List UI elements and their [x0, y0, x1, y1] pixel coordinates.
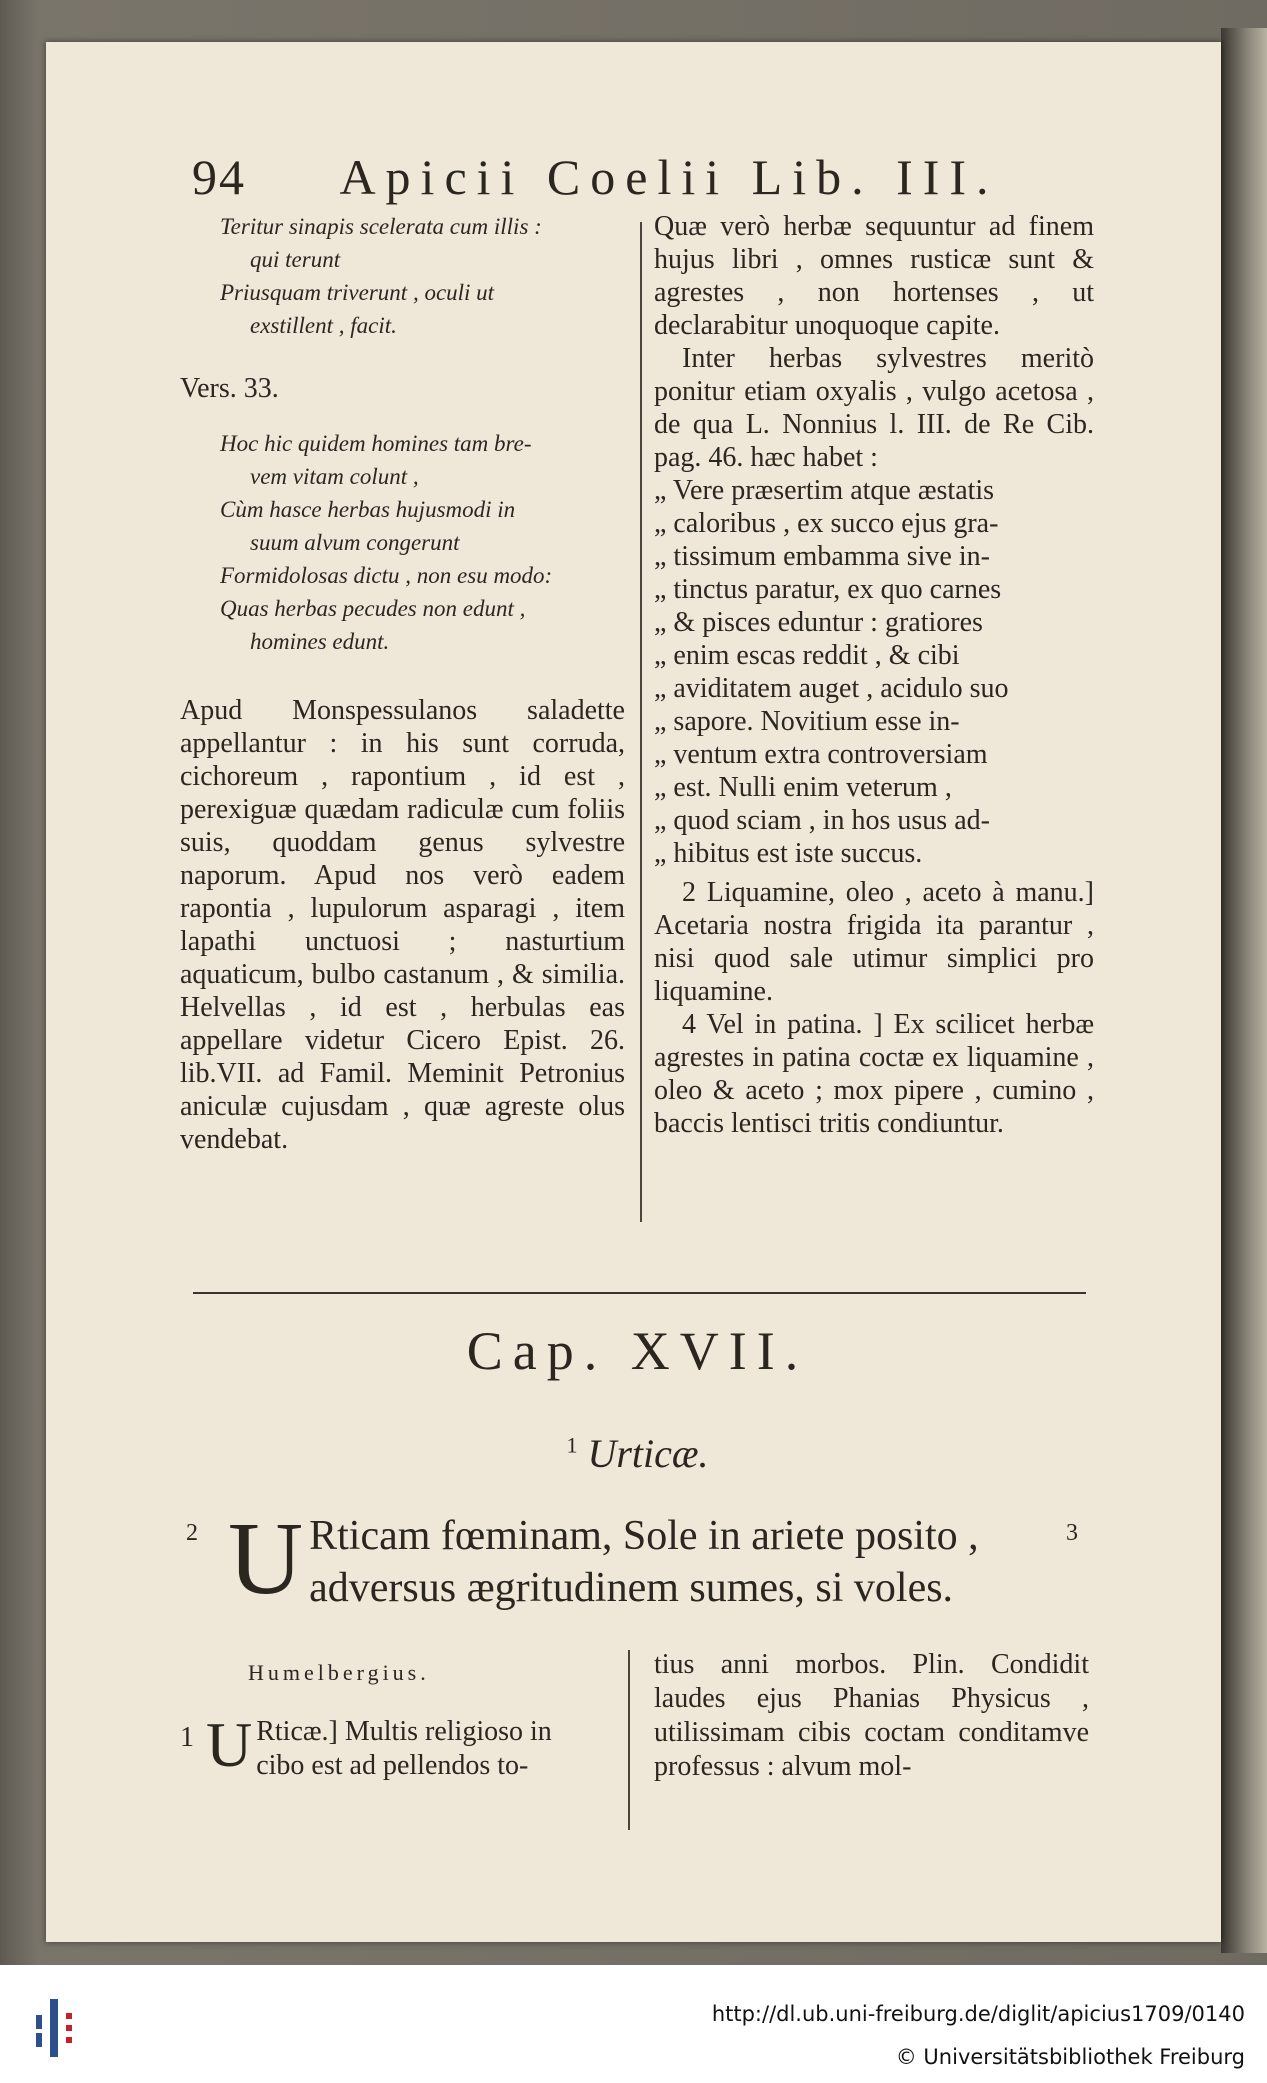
quote-line: „ tissimum embamma sive in-: [654, 541, 990, 572]
chapter-subtitle: [190, 1430, 1085, 1477]
commentary-line: Rticæ.] Multis religioso in: [256, 1716, 552, 1747]
chapter-line: adversus ægritudinem sumes, si voles.: [309, 1565, 954, 1611]
verse-middle: [180, 427, 625, 658]
column-divider: [640, 222, 642, 1222]
right-note-2: 2 Liquamine, oleo , aceto à manu.] Acetaria nostra frigida ita parantur , nisi quod sale utimur simplici pro liquamine.: [654, 877, 1094, 1007]
next-page-edge: [1221, 28, 1267, 1953]
quote-line: „ caloribus , ex succo ejus gra-: [654, 508, 999, 539]
quote-line: „ Vere præsertim atque æstatis: [654, 475, 995, 506]
permalink[interactable]: http://dl.ub.uni-freiburg.de/diglit/apicius1709/0140: [711, 2002, 1245, 2026]
quote-line: „ sapore. Novitium esse in-: [654, 706, 960, 737]
drop-cap: U: [228, 1501, 304, 1616]
margin-number-left: 2: [186, 1520, 198, 1546]
quote-line: „ aviditatem auget , acidulo suo: [654, 673, 1009, 704]
verse-line: Hoc hic quidem homines tam bre-: [220, 431, 532, 456]
vers-label: Vers. 33.: [180, 373, 279, 404]
right-para-1: Quæ verò herbæ sequuntur ad finem hujus libri , omnes rusticæ sunt & agrestes , non hortenses , ut declarabitur unoquoque capite.: [654, 211, 1094, 341]
right-para-2: Inter herbas sylvestres meritò ponitur etiam oxyalis , vulgo acetosa , de qua L. Nonnius l. III. de Re Cib. pag. 46. hæc habet :: [654, 343, 1094, 473]
verse-line: qui terunt: [250, 247, 341, 272]
subtitle-text: Urticæ.: [587, 1431, 709, 1476]
verse-line: homines edunt.: [250, 629, 390, 654]
copyright: © Universitätsbibliothek Freiburg: [895, 2045, 1245, 2069]
quote-line: „ enim escas reddit , & cibi: [654, 640, 960, 671]
running-title: Apicii Coelii Lib. III.: [339, 149, 999, 205]
commentary-label: Humelbergius.: [248, 1660, 430, 1685]
commentary-right: tius anni morbos. Plin. Condidit laudes ejus Phanias Physicus , utilissimam cibis coctam conditamve professus : alvum mol-: [654, 1649, 1089, 1782]
margin-number-right: 3: [1066, 1520, 1078, 1546]
commentary-divider: [628, 1650, 630, 1830]
verse-line: Priusquam triverunt , oculi ut: [220, 280, 495, 305]
commentary-dropcap: U: [206, 1709, 253, 1780]
right-note-4: 4 Vel in patina. ] Ex scilicet herbæ agrestes in patina coctæ ex liquamine , oleo & aceto ; mox pipere , cumino , baccis lentisci tritis condiuntur.: [654, 1009, 1094, 1139]
section-rule: [193, 1292, 1086, 1294]
chapter-text: [228, 1501, 1068, 1616]
page-number: 94: [192, 149, 246, 205]
verse-line: Quas herbas pecudes non edunt ,: [220, 596, 526, 621]
left-prose: Apud Monspessulanos saladette appellantur : in his sunt corruda, cichoreum , rapontium , id est , perexiguæ quædam radiculæ cum foliis suis, quoddam genus sylvestre naporum. Apud nos verò eadem rapontia , lupulorum asparagi , item lapathi unctuosi ; nasturtium aquaticum, bulbo castanum , & similia. Helvellas , id est , herbulas eas appellare videtur Cicero Epist. 26. lib.VII. ad Famil. Meminit Petronius aniculæ cujusdam , quæ agreste olus vendebat.: [180, 695, 625, 1155]
verse-line: vem vitam colunt ,: [250, 464, 419, 489]
quote-line: „ tinctus paratur, ex quo carnes: [654, 574, 1002, 605]
quote-line: „ ventum extra controversiam: [654, 739, 988, 770]
left-column: [180, 210, 625, 1156]
verse-line: exstillent , facit.: [250, 313, 397, 338]
verse-top: [180, 210, 625, 342]
verse-line: Cùm hasce herbas hujusmodi in: [220, 497, 516, 522]
right-quote: [654, 474, 1094, 870]
quote-line: „ hibitus est iste succus.: [654, 838, 923, 869]
verse-line: Formidolosas dictu , non esu modo:: [220, 563, 553, 588]
verse-line: Teritur sinapis scelerata cum illis :: [220, 214, 542, 239]
footnote-marker: 1: [566, 1432, 578, 1458]
library-logo-icon: [28, 1995, 80, 2061]
running-header: [192, 148, 1092, 208]
note-number: 1: [180, 1722, 194, 1753]
quote-line: „ est. Nulli enim veterum ,: [654, 772, 952, 803]
right-column: [654, 210, 1094, 1140]
chapter-line: Rticam fœminam, Sole in ariete posito ,: [309, 1513, 979, 1559]
commentary-line: cibo est ad pellendos to-: [256, 1750, 529, 1781]
chapter-title: Cap. XVII.: [466, 1321, 809, 1381]
commentary-left: [180, 1709, 620, 1783]
quote-line: „ & pisces eduntur : gratiores: [654, 607, 983, 638]
verse-line: suum alvum congerunt: [250, 530, 460, 555]
quote-line: „ quod sciam , in hos usus ad-: [654, 805, 990, 836]
